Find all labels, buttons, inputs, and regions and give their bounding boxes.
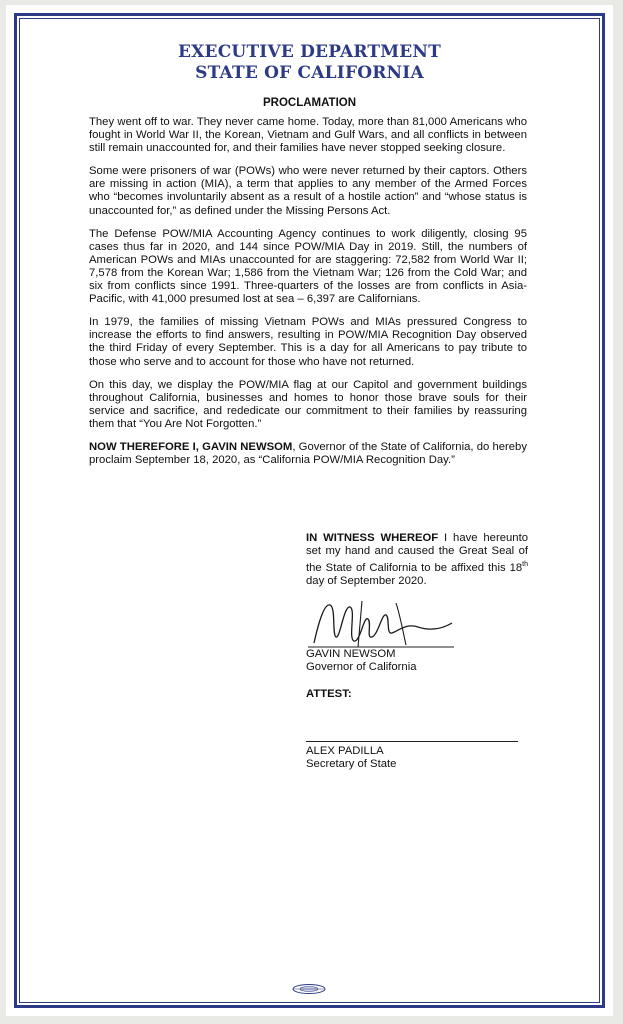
attest-signature-line [306,741,518,742]
secretary-title: Secretary of State [306,758,397,770]
proclamation-statement [89,441,527,467]
witness-text-before: I have hereunto set my hand and caused the Great Seal of the State of California to be affixed this 18 [306,532,528,574]
paragraph: They went off to war. They never came home. Today, more than 81,000 Americans who fought in World War II, the Korean, Vietnam and Gulf Wars, and all conflicts in between still remain unaccounted for, and their families have never stopped seeking closure. [89,116,527,155]
paragraph: The Defense POW/MIA Accounting Agency continues to work diligently, closing 95 cases thus far in 2020, and 144 since POW/MIA Day in 2019. Still, the numbers of American POWs and MIAs unaccounted for are staggering: 72,582 from World War II; 7,578 from the Korean War; 1,586 from the Vietnam War; 126 from the Cold War; and six from conflicts since 1991. Three-quarters of the losses are from conflicts in Asia-Pacific, with 41,000 presumed lost at sea – 6,397 are Californians. [89,227,527,306]
witness-ordinal: th [522,561,528,569]
proclamation-title: PROCLAMATION [262,97,357,109]
governor-name: GAVIN NEWSOM [306,648,396,660]
proclamation-page [6,5,613,1016]
witness-lead: IN WITNESS WHEREOF [306,532,439,544]
paragraph: Some were prisoners of war (POWs) who were never returned by their captors. Others are missing in action (MIA), a term that applies to any member of the Armed Forces who “becomes involuntarily absent as a result of a hostile action” and “whose status is unaccounted for,” as defined under the Missing Persons Act. [89,165,527,217]
state-heading: STATE OF CALIFORNIA [195,63,424,83]
paragraph: On this day, we display the POW/MIA flag at our Capitol and government buildings throughout California, businesses and homes to honor those brave souls for their service and sacrifice, and rededicate our commitment to their families by reassuring them that “You Are Not Forgotten.” [89,378,527,430]
union-bug-icon [291,983,327,995]
governor-title: Governor of California [306,661,417,673]
governor-signature [306,595,456,653]
witness-clause [306,532,528,588]
proclamation-text: , Governor of the State of California, do hereby proclaim September 18, 2020, as “California POW/MIA Recognition Day.” [89,440,527,467]
witness-text-after: day of September 2020. [306,575,427,588]
secretary-name: ALEX PADILLA [306,745,384,757]
paragraph: In 1979, the families of missing Vietnam POWs and MIAs pressured Congress to increase the efforts to find answers, resulting in POW/MIA Recognition Day observed the third Friday of every September. This is a day for all Americans to pay tribute to those who serve and to account for those who have not returned. [89,316,527,368]
department-heading: EXECUTIVE DEPARTMENT [177,42,441,62]
attest-label: ATTEST: [306,688,352,700]
proclamation-lead: NOW THEREFORE I, GAVIN NEWSOM [89,440,293,453]
proclamation-body [89,116,527,477]
